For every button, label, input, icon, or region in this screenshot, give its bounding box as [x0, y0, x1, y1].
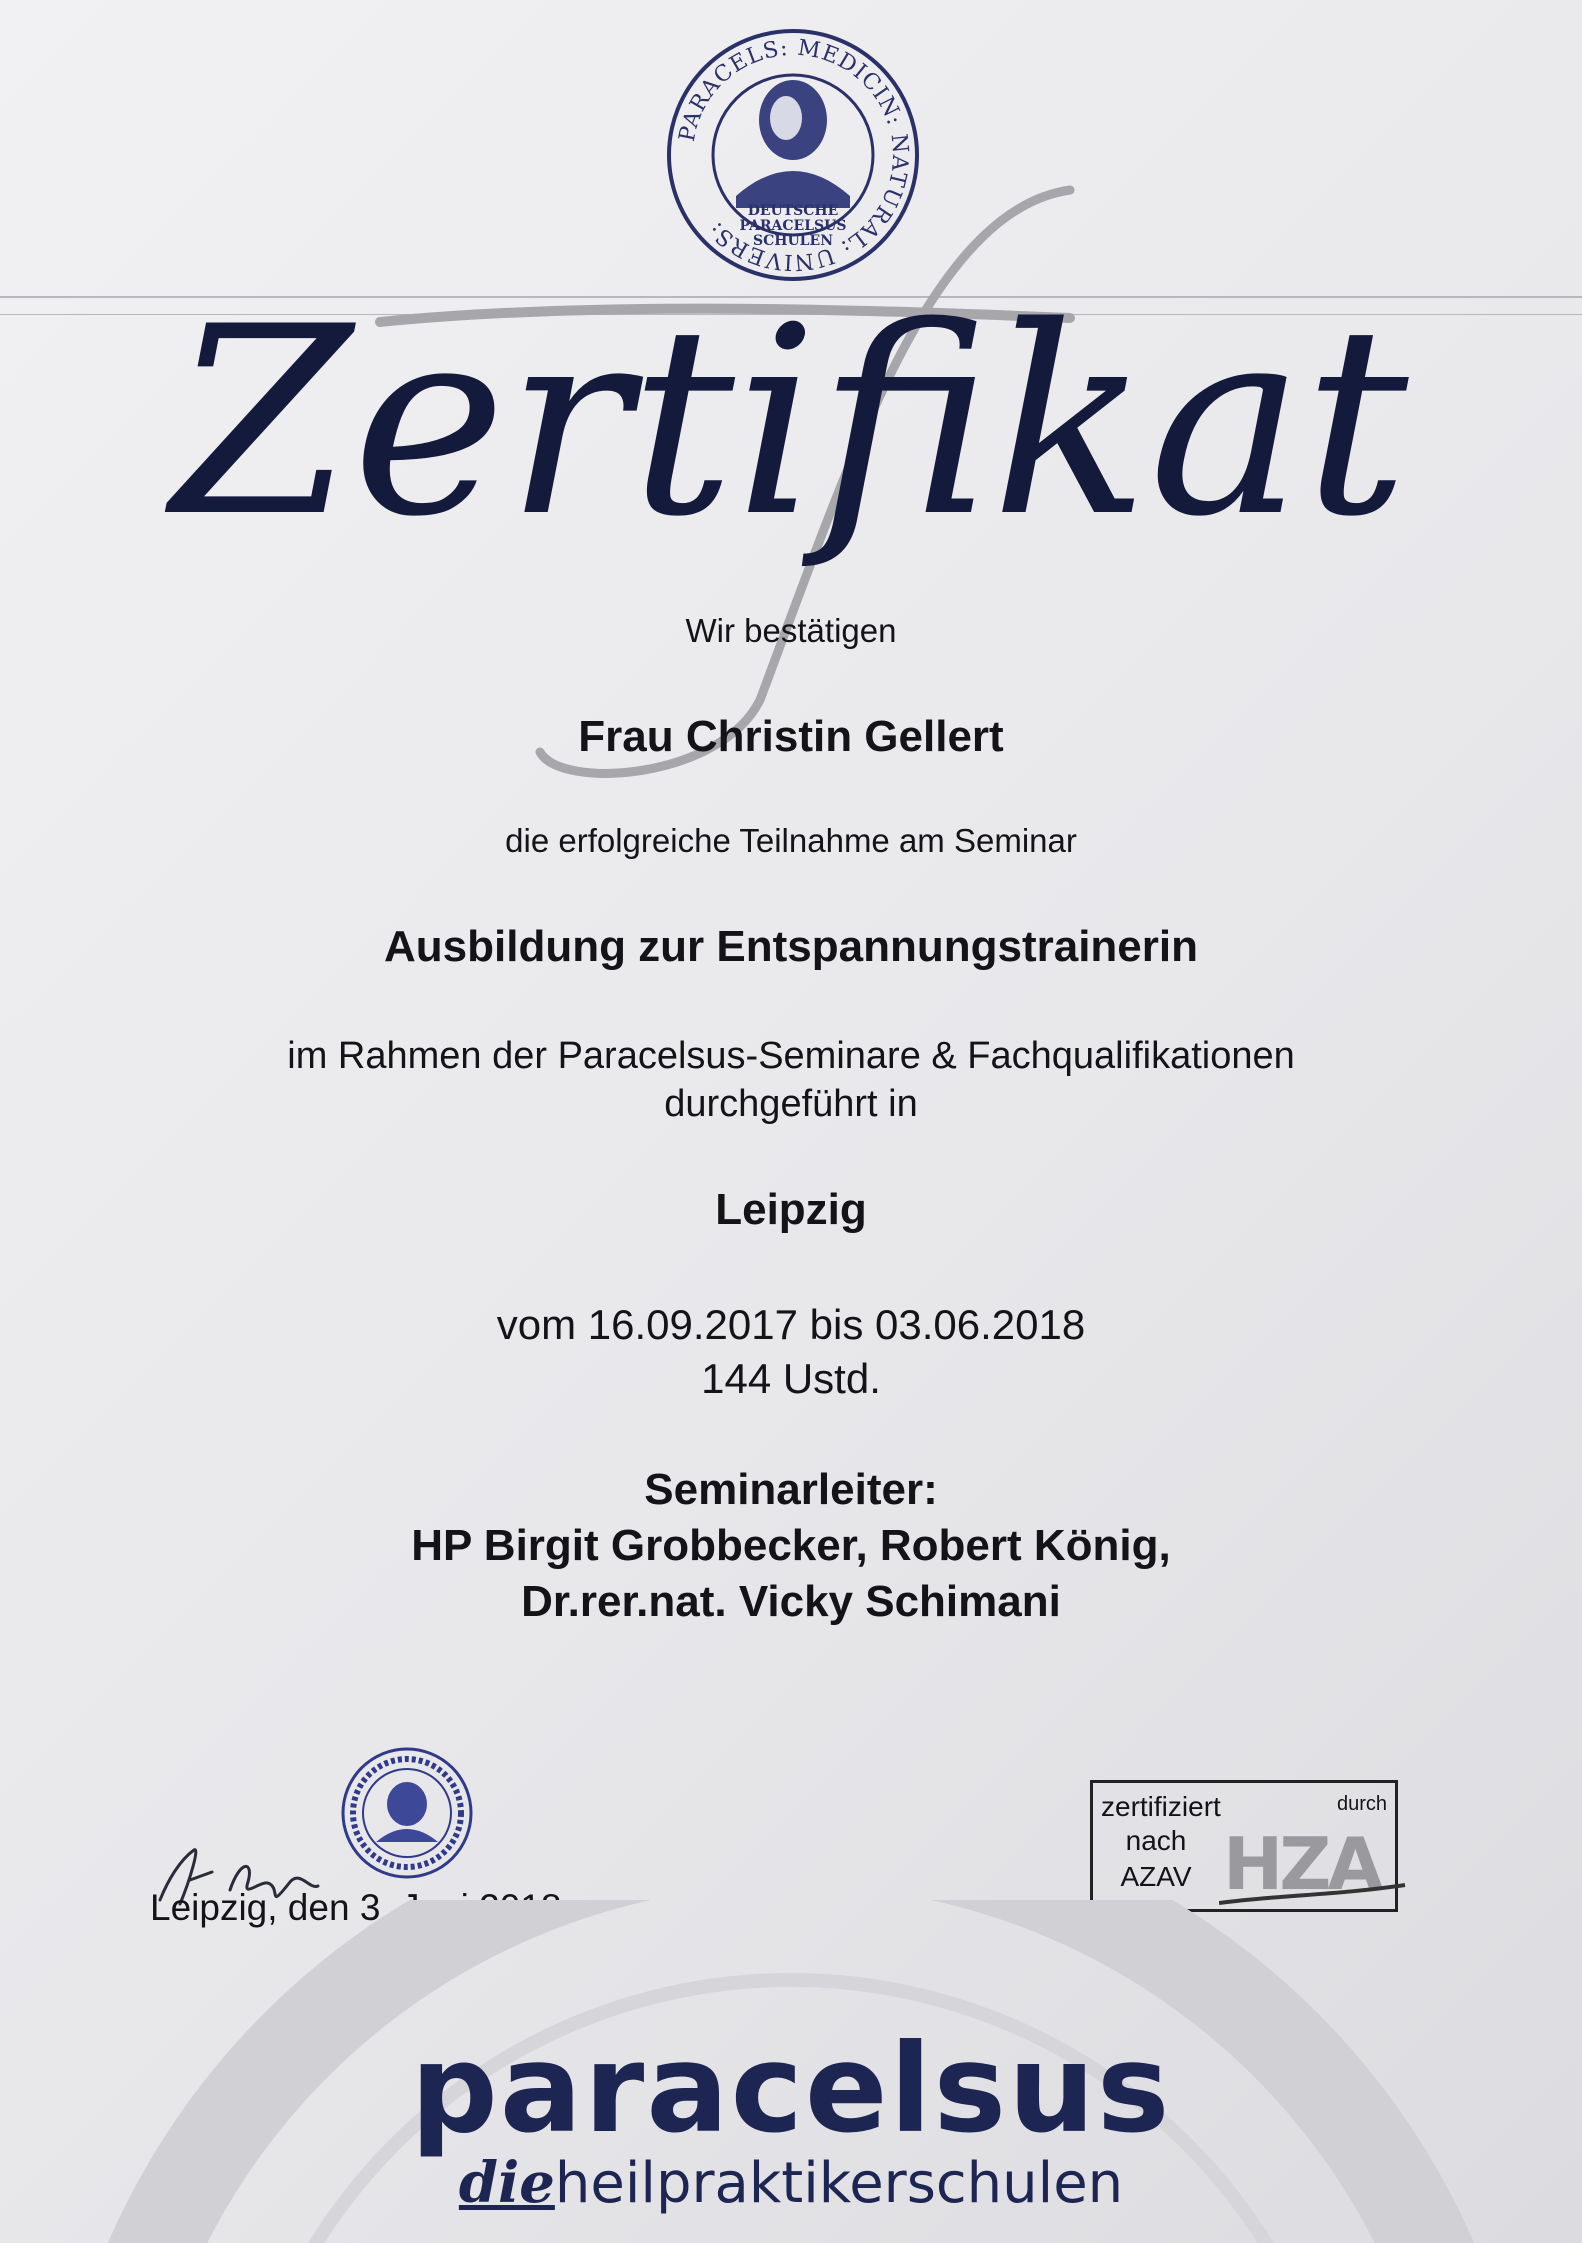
leaders-line-1: HP Birgit Grobbecker, Robert König,	[411, 1521, 1171, 1570]
certificate-title	[0, 0, 1582, 800]
framework-text	[0, 1032, 1582, 1128]
leaders-line-2: Dr.rer.nat. Vicky Schimani	[521, 1577, 1061, 1626]
intro-text: Wir bestätigen	[685, 612, 897, 649]
hza-logo-icon	[1219, 1823, 1409, 1907]
accreditation-line-2: nach	[1125, 1825, 1187, 1856]
framework-line-1: im Rahmen der Paracelsus-Seminare & Fachqualifikationen	[287, 1035, 1295, 1077]
course-title: Ausbildung zur Entspannungstrainerin	[384, 922, 1198, 971]
recipient-name: Frau Christin Gellert	[578, 712, 1004, 761]
leaders-label: Seminarleiter:	[644, 1465, 938, 1514]
accreditation-line-3: AZAV	[1120, 1861, 1192, 1892]
framework-line-2: durchgeführt in	[664, 1083, 918, 1125]
seminar-period: vom 16.09.2017 bis 03.06.2018	[496, 1301, 1086, 1348]
accreditation-line-1: zertifiziert	[1101, 1791, 1221, 1822]
seminar-hours: 144 Ustd.	[701, 1355, 881, 1402]
svg-text:HZA: HZA	[1223, 1823, 1380, 1906]
seminar-place: Leipzig	[715, 1185, 867, 1234]
brand-tagline-rest: heilpraktikerschulen	[554, 2151, 1124, 2216]
seminar-period-block	[0, 1298, 1582, 1406]
brand-tagline	[0, 2150, 1582, 2216]
brand-tagline-prefix: die	[458, 2150, 555, 2216]
issue-date: Leipzig, den 3. Juni 2018	[150, 1887, 562, 1928]
svg-text:PARACELS: MEDICIN: NATURAL: UN: PARACELS: MEDICIN: NATURAL: UNIVERS:	[674, 35, 913, 275]
participation-text: die erfolgreiche Teilnahme am Seminar	[505, 822, 1077, 859]
seminar-leaders	[0, 1462, 1582, 1630]
brand-logo-name: paracelsus	[410, 2018, 1172, 2160]
svg-text:DEUTSCHE: DEUTSCHE	[747, 203, 839, 219]
svg-text:Zertifikat: Zertifikat	[171, 272, 1409, 574]
svg-text:PARACELSUS: PARACELSUS	[739, 218, 847, 234]
azav-accreditation-badge	[1090, 1780, 1398, 1912]
accreditation-line-4: durch	[1336, 1793, 1387, 1815]
svg-text:SCHULEN: SCHULEN	[752, 233, 834, 249]
